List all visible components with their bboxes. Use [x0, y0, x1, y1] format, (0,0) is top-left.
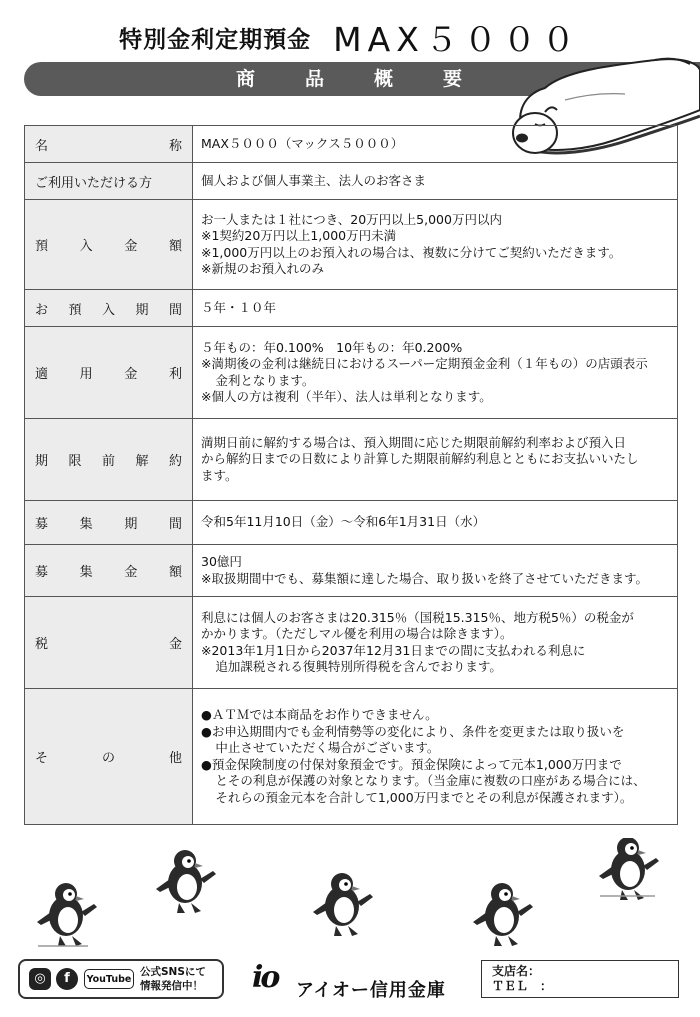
value-line: ※2013年1月1日から2037年12月31日までの間に支払われる利息に	[201, 642, 586, 658]
row-label	[25, 126, 193, 163]
value-line: 30億円	[201, 554, 242, 569]
value-line: ※新規のお預入れのみ	[201, 261, 324, 276]
row-label	[25, 689, 193, 825]
table-row	[25, 327, 678, 419]
label-char: 前	[101, 454, 115, 469]
value-line: ●預金保険制度の付保対象預金です。預金保険によって元本1,000万円まで	[201, 756, 622, 772]
label-char: 入	[79, 239, 93, 254]
value-line: とその利息が保護の対象となります。（当金庫に複数の口座がある場合には、	[215, 773, 646, 788]
footer	[0, 956, 700, 1016]
value-line: 中止させていただく場合がございます。	[215, 740, 440, 755]
table-row	[25, 419, 678, 501]
label-char: 集	[79, 565, 93, 580]
row-value	[193, 501, 678, 545]
table-row	[25, 501, 678, 545]
label-char: 限	[68, 454, 82, 469]
section-band: 商品概要	[24, 62, 700, 96]
value-line: 追加課税される復興特別所得税を含んでおります。	[215, 659, 502, 674]
row-label	[25, 163, 193, 200]
value-line: ます。	[201, 467, 238, 483]
label-char: そ	[35, 751, 49, 766]
label-char: 集	[79, 517, 93, 532]
value-line: ※取扱期間中でも、募集額に達した場合、取り扱いを終了させていただきます。	[201, 570, 648, 586]
row-value	[193, 419, 678, 501]
label-char: お	[35, 302, 49, 318]
label-char: 募	[35, 517, 49, 532]
label-char: 金	[124, 367, 138, 382]
value-line: 金利となります。	[215, 372, 315, 388]
label-char: 間	[168, 517, 182, 532]
label-char: 額	[168, 565, 182, 580]
label-char: 預	[68, 302, 82, 318]
label-char: 解	[135, 454, 149, 469]
row-label	[25, 200, 193, 290]
label-char: 称	[168, 138, 182, 154]
label-char: 期	[35, 454, 49, 469]
row-value	[193, 200, 678, 290]
label-char: 税	[35, 637, 49, 652]
row-value	[193, 290, 678, 327]
value-line: 利息には個人のお客さまは20.315％（国税15.315％、地方税5％）の税金が	[201, 609, 634, 625]
label-char: 適	[35, 367, 49, 382]
penguin-icon	[156, 850, 216, 913]
value-line: 満期日前に解約する場合は、預入期間に応じた期限前解約利率および預入日	[201, 434, 627, 450]
branch-info-box	[481, 960, 679, 998]
label-text: ご利用いただける方	[35, 175, 153, 191]
row-label	[25, 597, 193, 689]
label-char: 入	[101, 302, 115, 318]
youtube-icon[interactable]: YouTube	[84, 969, 134, 989]
label-char: 額	[168, 239, 182, 254]
bank-brand	[252, 960, 472, 1004]
value-line: ※満期後の金利は継続日におけるスーパー定期預金金利（１年もの）の店頭表示	[201, 356, 648, 371]
instagram-icon[interactable]: ◎	[29, 968, 51, 990]
value-line: MAX５０００（マックス５０００）	[201, 135, 404, 151]
value-line: かかります。（ただしマル優を利用の場合は除きます）。	[201, 626, 513, 641]
label-char: 利	[168, 367, 182, 382]
table-row	[25, 597, 678, 689]
table-row	[25, 290, 678, 327]
label-char: 間	[168, 302, 182, 318]
table-row	[25, 545, 678, 597]
row-value	[193, 545, 678, 597]
sns-text: 公式SNSにて 情報発信中！	[140, 966, 206, 992]
penguin-icon	[599, 838, 659, 900]
title-jp: 特別金利定期預金	[119, 27, 312, 53]
label-char: 他	[168, 751, 182, 766]
value-line: ５年・１０年	[201, 299, 277, 315]
label-char: 名	[35, 138, 49, 154]
label-char: 期	[135, 302, 149, 318]
value-line: ●ＡＴＭでは本商品をお作りできません。	[201, 707, 438, 722]
table-row	[25, 126, 678, 163]
row-value	[193, 597, 678, 689]
label-char: 用	[79, 367, 93, 382]
penguin-icon	[473, 883, 533, 946]
label-char: 期	[124, 517, 138, 532]
sns-badge[interactable]	[18, 959, 224, 999]
row-value	[193, 689, 678, 825]
label-char: 約	[168, 454, 182, 469]
label-char: 募	[35, 565, 49, 580]
row-label	[25, 290, 193, 327]
tel-label: ＴＥＬ ：	[492, 979, 553, 993]
label-char: の	[101, 751, 115, 766]
value-line: ※個人の方は複利（半年）、法人は単利となります。	[201, 389, 492, 404]
row-label	[25, 327, 193, 419]
value-line: 個人および個人事業主、法人のお客さま	[201, 172, 427, 188]
value-line: から解約日までの日数により計算した期限前解約利息とともにお支払いいたし	[201, 451, 639, 467]
row-label	[25, 545, 193, 597]
bank-name: アイオー信用金庫	[296, 980, 446, 1001]
facebook-icon[interactable]: f	[56, 968, 78, 990]
value-line: お一人または１社につき、20万円以上5,000万円以内	[201, 211, 502, 227]
table-row	[25, 163, 678, 200]
row-label	[25, 501, 193, 545]
io-logo: io	[252, 960, 278, 995]
product-spec-table	[24, 125, 678, 825]
value-line: 令和5年11月10日（金）～令和6年1月31日（水）	[201, 514, 486, 530]
label-char: 預	[35, 239, 49, 254]
branch-label: 支店名：	[492, 964, 541, 978]
value-line: ●お申込期間内でも金利情勢等の変化により、条件を変更または取り扱いを	[201, 723, 625, 739]
penguin-icon	[313, 873, 373, 936]
value-line: ※1,000万円以上のお預入れの場合は、複数に分けてご契約いただきます。	[201, 244, 622, 260]
label-char: 金	[124, 565, 138, 580]
title-product: MAX５０００	[333, 20, 581, 59]
label-char: 金	[168, 637, 182, 652]
penguin-icon	[37, 883, 97, 946]
value-line: ５年もの：年0.100% 10年もの：年0.200%	[201, 339, 463, 355]
row-value	[193, 327, 678, 419]
value-line: ※1契約20万円以上1,000万円未満	[201, 228, 397, 243]
value-line: それらの預金元本を合計して1,000万円までとその利息が保護されます）。	[215, 789, 633, 805]
label-char: 金	[124, 239, 138, 254]
table-row	[25, 689, 678, 825]
table-row	[25, 200, 678, 290]
row-value	[193, 163, 678, 200]
row-label	[25, 419, 193, 501]
row-value	[193, 126, 678, 163]
penguin-illustrations	[0, 838, 700, 948]
